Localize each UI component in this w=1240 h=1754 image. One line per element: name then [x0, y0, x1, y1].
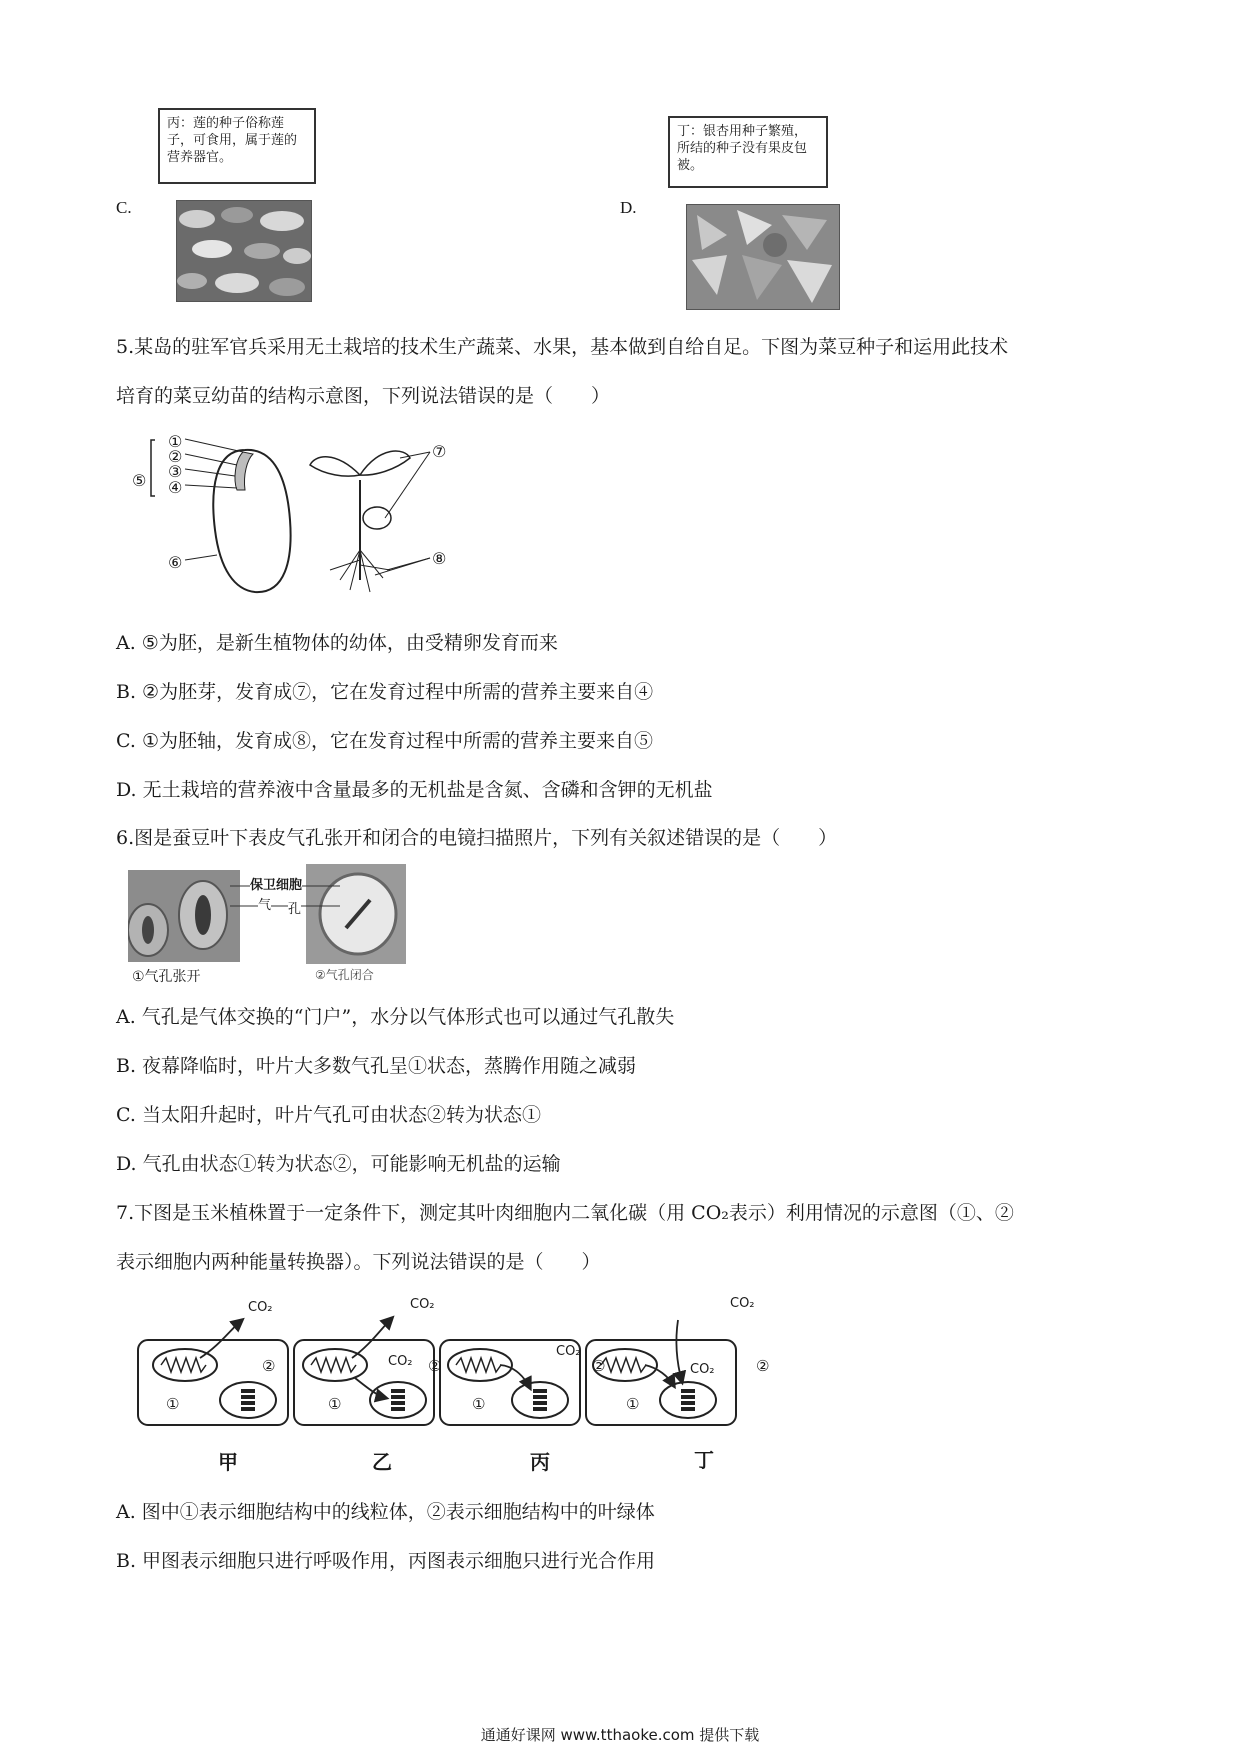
co2-label-ding-out: CO₂: [730, 1296, 755, 1311]
seed-label-2: ②: [168, 447, 183, 466]
q7-stem-line2: 表示细胞内两种能量转换器）。下列说法错误的是（ ）: [116, 1251, 601, 1273]
seed-label-3: ③: [168, 462, 183, 481]
caption-stoma-open: ①气孔张开: [132, 969, 201, 985]
cell-name-jia: 甲: [218, 1450, 238, 1474]
option-c-letter: C.: [116, 198, 132, 217]
q6-option-b: B. 夜幕降临时，叶片大多数气孔呈①状态，蒸腾作用随之减弱: [116, 1055, 637, 1077]
cell-bing-num2: ②: [592, 1357, 606, 1375]
co2-label-ding-in: CO₂: [690, 1362, 715, 1377]
q6-option-d: D. 气孔由状态①转为状态②，可能影响无机盐的运输: [116, 1153, 561, 1175]
cell-ding-num1: ①: [626, 1395, 640, 1413]
co2-label-yi-out: CO₂: [410, 1297, 435, 1312]
callout-d: 丁：银杏用种子繁殖，所结的种子没有果皮包被。: [668, 116, 828, 188]
co2-label-yi-in: CO₂: [388, 1354, 413, 1369]
q5-option-d: D. 无土栽培的营养液中含量最多的无机盐是含氮、含磷和含钾的无机盐: [116, 779, 713, 801]
cell-name-ding: 丁: [694, 1448, 714, 1472]
cell-jia-num2: ②: [262, 1357, 276, 1375]
q5-stem-line1: 5.某岛的驻军官兵采用无土栽培的技术生产蔬菜、水果，基本做到自给自足。下图为菜豆种子和运用此技术: [116, 336, 1009, 358]
seedling-label-7: ⑦: [432, 442, 447, 461]
q6-option-a: A. 气孔是气体交换的“门户”，水分以气体形式也可以通过气孔散失: [116, 1006, 675, 1028]
label-pore-2: 孔: [288, 898, 301, 917]
label-pore-1: 气: [258, 894, 271, 913]
q5-option-a: A. ⑤为胚，是新生植物体的幼体，由受精卵发育而来: [116, 632, 558, 654]
co2-label-bing-in: CO₂: [556, 1344, 581, 1359]
q7-option-a: A. 图中①表示细胞结构中的线粒体，②表示细胞结构中的叶绿体: [116, 1501, 655, 1523]
callout-c: 丙：莲的种子俗称莲子，可食用，属于莲的营养器官。: [158, 108, 316, 184]
cell-name-bing: 丙: [530, 1450, 550, 1474]
q7-stem-line1: 7.下图是玉米植株置于一定条件下，测定其叶肉细胞内二氧化碳（用 CO₂表示）利用情况的示意图（①、②: [116, 1202, 1014, 1224]
cell-name-yi: 乙: [372, 1450, 392, 1474]
cell-jia-num1: ①: [166, 1395, 180, 1413]
ginkgo-photo: [686, 204, 840, 310]
seed-label-6: ⑥: [168, 553, 183, 572]
cell-ding-num2: ②: [756, 1357, 770, 1375]
q7-option-b: B. 甲图表示细胞只进行呼吸作用，丙图表示细胞只进行光合作用: [116, 1550, 656, 1572]
cell-yi-num2: ②: [428, 1357, 442, 1375]
q5-option-b: B. ②为胚芽，发育成⑦，它在发育过程中所需的营养主要来自④: [116, 681, 654, 703]
stoma-open-photo: [128, 870, 240, 962]
option-d-letter: D.: [620, 198, 637, 217]
seedling-label-8: ⑧: [432, 549, 447, 568]
page-footer: 通通好课网 www.tthaoke.com 提供下载: [480, 1726, 760, 1744]
cell-yi-num1: ①: [328, 1395, 342, 1413]
label-guard-cell: 保卫细胞: [250, 874, 302, 893]
q5-stem-line2: 培育的菜豆幼苗的结构示意图，下列说法错误的是（ ）: [116, 385, 611, 407]
q5-option-c: C. ①为胚轴，发育成⑧，它在发育过程中所需的营养主要来自⑤: [116, 730, 653, 752]
co2-label-jia-out: CO₂: [248, 1300, 273, 1315]
seed-label-5: ⑤: [132, 471, 147, 490]
cell-bing-num1: ①: [472, 1395, 486, 1413]
seed-label-4: ④: [168, 478, 183, 497]
q6-option-c: C. 当太阳升起时，叶片气孔可由状态②转为状态①: [116, 1104, 541, 1126]
caption-stoma-closed: ②气孔闭合: [315, 968, 374, 982]
seed-label-1: ①: [168, 432, 183, 451]
lotus-photo: [176, 200, 312, 302]
q6-stem: 6.图是蚕豆叶下表皮气孔张开和闭合的电镜扫描照片，下列有关叙述错误的是（ ）: [116, 827, 838, 849]
